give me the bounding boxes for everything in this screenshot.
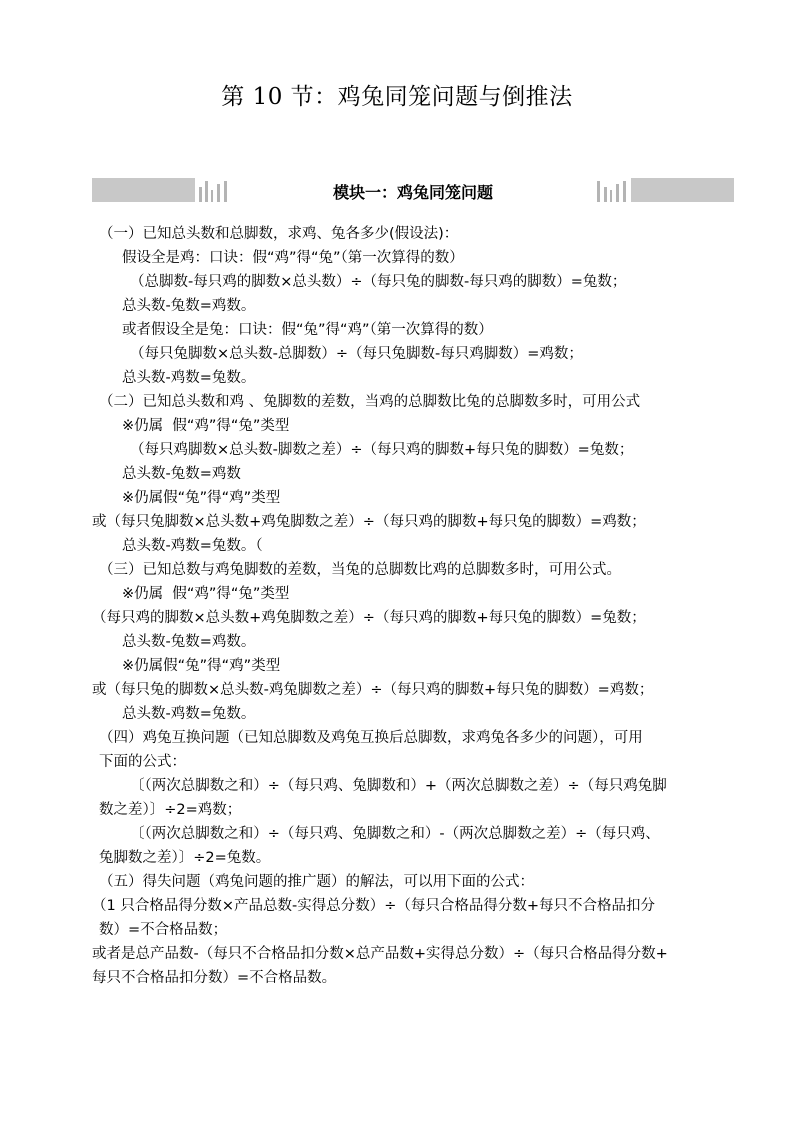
text-line: （每只鸡脚数×总头数-脚数之差）÷（每只鸡的脚数+每只兔的脚数）=兔数； — [130, 442, 634, 458]
module-header — [92, 178, 734, 202]
text-line: 或者是总产品数-（每只不合格品扣分数×总产品数+实得总分数）÷（每只合格品得分数+ — [92, 946, 668, 962]
text-line: ※仍属假“兔”得“鸡”类型 — [122, 490, 281, 506]
text-line: 总头数-鸡数=兔数。 — [122, 706, 256, 722]
text-line: 总头数-鸡数=兔数。 — [122, 370, 256, 386]
text-line: 总头数-兔数=鸡数。 — [122, 298, 256, 314]
text-line: 数）=不合格品数； — [99, 922, 228, 938]
text-line: 总头数-鸡数=兔数。（ — [122, 538, 263, 554]
text-line: （四）鸡兔互换问题（已知总脚数及鸡兔互换后总脚数，求鸡兔各多少的问题），可用 — [99, 730, 643, 746]
text-line: 或者假设全是兔：口诀：假“兔”得“鸡”（第一次算得的数） — [122, 322, 493, 338]
text-line: 总头数-兔数=鸡数。 — [122, 634, 256, 650]
content-body — [92, 222, 708, 990]
module-title: 模块一：鸡兔同笼问题 — [332, 183, 493, 202]
text-line: （1 只合格品得分数×产品总数-实得总分数）÷（每只合格品得分数+每只不合格品扣分 — [92, 898, 656, 914]
text-line: 〔（两次总脚数之和）÷（每只鸡、兔脚数和）+（两次总脚数之差）÷（每只鸡兔脚 — [130, 778, 667, 794]
text-line: 每只不合格品扣分数）=不合格品数。 — [92, 970, 337, 986]
text-line: ※仍属 假“鸡”得“兔”类型 — [122, 586, 290, 602]
text-line: 兔脚数之差）〕÷2=兔数。 — [99, 850, 271, 866]
text-line: 或（每只兔的脚数×总头数-鸡兔脚数之差）÷（每只鸡的脚数+每只兔的脚数）=鸡数； — [92, 682, 654, 698]
text-line: （五）得失问题（鸡兔问题的推广题）的解法，可以用下面的公式： — [99, 874, 534, 890]
text-line: （三）已知总数与鸡兔脚数的差数，当兔的总脚数比鸡的总脚数多时，可用公式。 — [99, 562, 621, 578]
text-line: （总脚数-每只鸡的脚数×总头数）÷（每只兔的脚数-每只鸡的脚数）=兔数； — [130, 274, 627, 290]
text-line: （一）已知总头数和总脚数，求鸡、兔各多少(假设法)： — [99, 226, 459, 242]
text-line: 下面的公式： — [99, 754, 186, 770]
page-title: 第 10 节：鸡兔同笼问题与倒推法 — [221, 84, 573, 110]
module-header-right-bar — [631, 178, 734, 202]
text-line: 数之差）〕÷2=鸡数； — [99, 802, 242, 818]
text-line: 或（每只兔脚数×总头数+鸡兔脚数之差）÷（每只鸡的脚数+每只兔的脚数）=鸡数； — [92, 514, 646, 530]
text-line: 假设全是鸡：口诀：假“鸡”得“兔”（第一次算得的数） — [122, 250, 464, 266]
text-line: ※仍属 假“鸡”得“兔”类型 — [122, 418, 290, 434]
module-header-right-stripes — [597, 181, 627, 202]
text-line: 总头数-兔数=鸡数 — [122, 466, 241, 482]
text-line: 〔（两次总脚数之和）÷（每只鸡、兔脚数之和）-（两次总脚数之差）÷（每只鸡、 — [130, 826, 660, 842]
text-line: ※仍属假“兔”得“鸡”类型 — [122, 658, 281, 674]
text-line: （二）已知总头数和鸡 、兔脚数的差数，当鸡的总脚数比兔的总脚数多时，可用公式 — [99, 394, 641, 410]
text-line: （每只鸡的脚数×总头数+鸡兔脚数之差）÷（每只鸡的脚数+每只兔的脚数）=兔数； — [92, 610, 646, 626]
text-line: （每只兔脚数×总头数-总脚数）÷（每只兔脚数-每只鸡脚数）=鸡数； — [130, 346, 583, 362]
